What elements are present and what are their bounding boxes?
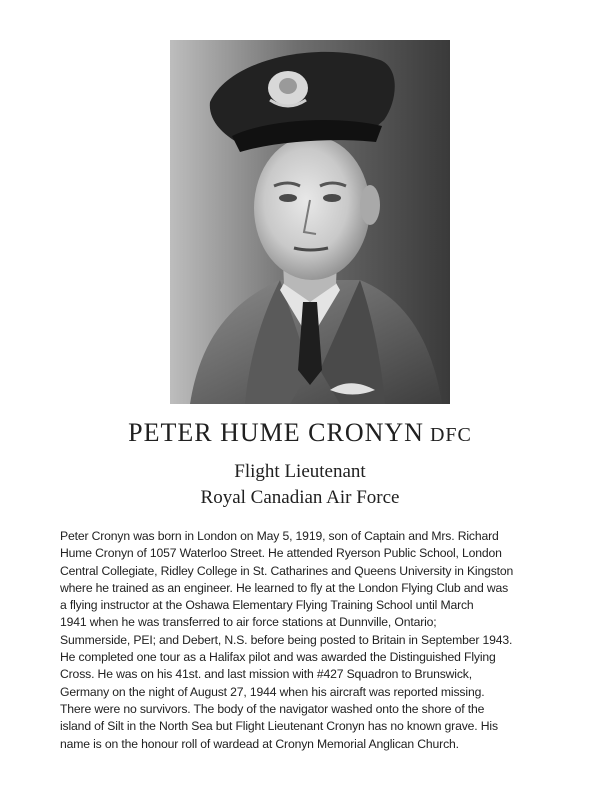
- biography-line: Summerside, PEI; and Debert, N.S. before being posted to Britain in September 1943.: [60, 632, 513, 647]
- biography-line: a flying instructor at the Oshawa Elementary Flying Training School until March: [60, 598, 474, 613]
- name-text: PETER HUME CRONYN: [128, 418, 424, 447]
- rank-title: Flight Lieutenant: [234, 461, 366, 482]
- biography-line: He completed one tour as a Halifax pilot and was awarded the Distinguished Flying: [60, 650, 496, 665]
- biography-line: 1941 when he was transferred to air force stations at Dunnville, Ontario;: [60, 615, 437, 630]
- biography-line: name is on the honour roll of wardead at Cronyn Memorial Anglican Church.: [60, 736, 459, 751]
- biography-paragraph: [60, 528, 560, 753]
- biography-line: island of Silt in the North Sea but Flight Lieutenant Cronyn has no known grave. His: [60, 719, 498, 734]
- portrait-photo: [170, 40, 450, 404]
- biography-line: Cross. He was on his 41st. and last mission with #427 Squadron to Brunswick,: [60, 667, 472, 682]
- memorial-name: [0, 418, 600, 448]
- biography-line: where he trained as an engineer. He learned to fly at the London Flying Club and was: [60, 580, 509, 595]
- biography-line: Hume Cronyn of 1057 Waterloo Street. He attended Ryerson Public School, London: [60, 546, 502, 561]
- decoration-suffix: DFC: [429, 424, 472, 446]
- biography-line: Germany on the night of August 27, 1944 when his aircraft was reported missing.: [60, 684, 485, 699]
- biography-line: Peter Cronyn was born in London on May 5, 1919, son of Captain and Mrs. Richard: [60, 529, 499, 543]
- biography-line: There were no survivors. The body of the navigator washed onto the shore of the: [60, 701, 485, 716]
- biography-line: Central Collegiate, Ridley College in St. Catharines and Queens University in Kingston: [60, 563, 514, 578]
- service-branch: Royal Canadian Air Force: [200, 487, 400, 508]
